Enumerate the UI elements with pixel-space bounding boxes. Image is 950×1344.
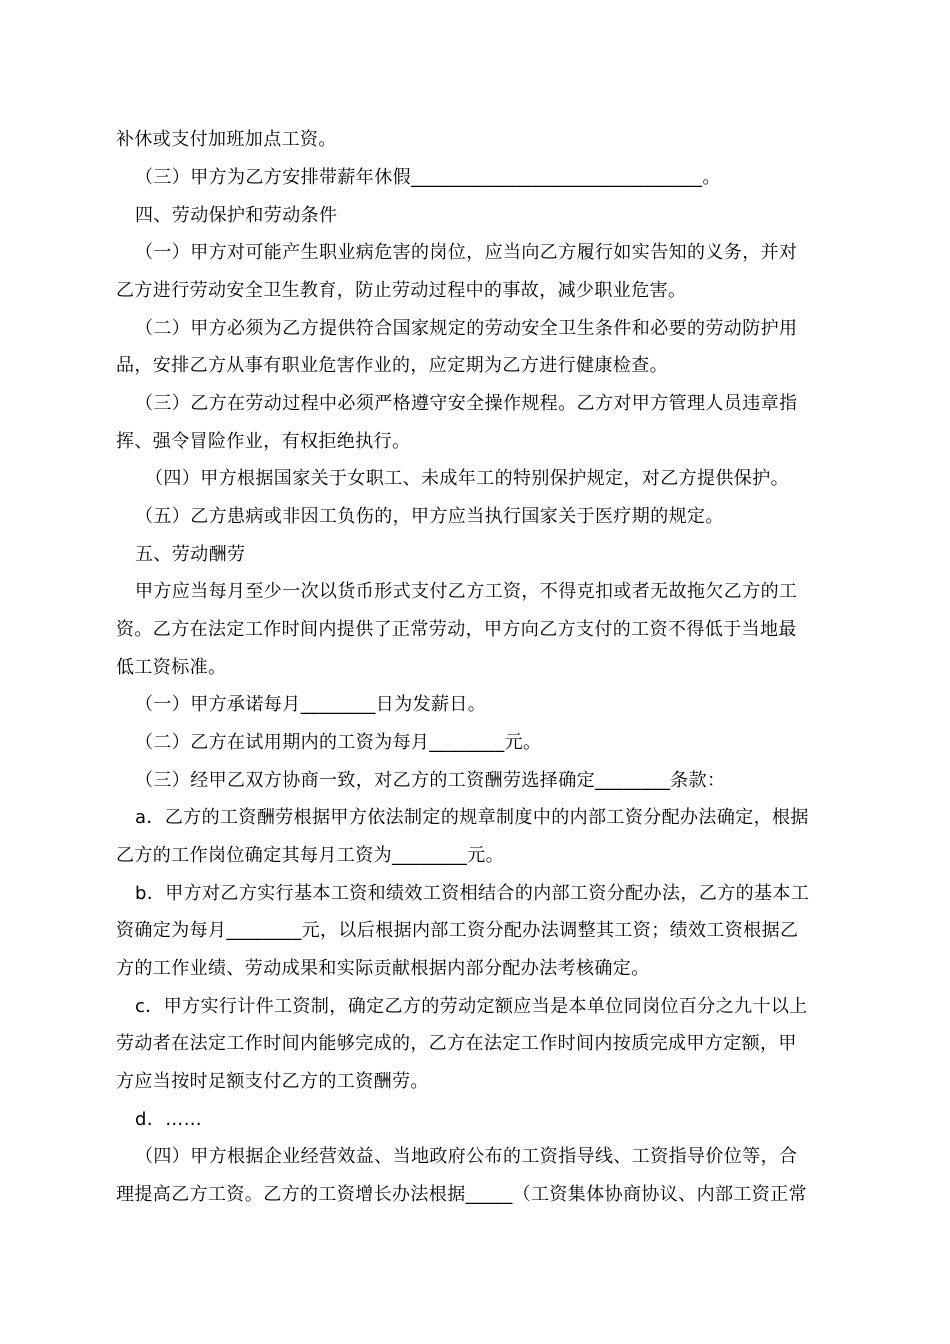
text-line: 方的工作业绩、劳动成果和实际贡献根据内部分配办法考核确定。: [116, 958, 650, 979]
text-line: （五）乙方患病或非因工负伤的，甲方应当执行国家关于医疗期的规定。: [135, 506, 724, 527]
text-line: （二）乙方在试用期内的工资为每月________元。: [135, 732, 542, 753]
text-line: （二）甲方必须为乙方提供符合国家规定的劳动安全卫生条件和必要的劳动防护用: [135, 318, 798, 339]
text-line: （三）乙方在劳动过程中必须严格遵守安全操作规程。乙方对甲方管理人员违章指: [135, 393, 798, 414]
text-line: b．甲方对乙方实行基本工资和绩效工资相结合的内部工资分配办法，乙方的基本工: [135, 883, 810, 904]
text-line: 理提高乙方工资。乙方的工资增长办法根据_____（工资集体协商协议、内部工资正常: [116, 1184, 807, 1205]
text-line: 资确定为每月________元，以后根据内部工资分配办法调整其工资；绩效工资根据乙: [116, 920, 799, 941]
text-line: d．……: [135, 1109, 203, 1130]
text-line: （四）甲方根据国家关于女职工、未成年工的特别保护规定，对乙方提供保护。: [145, 468, 789, 489]
text-line: 甲方应当每月至少一次以货币形式支付乙方工资，不得克扣或者无故拖欠乙方的工: [135, 581, 798, 602]
text-line: （四）甲方根据企业经营效益、当地政府公布的工资指导线、工资指导价位等，合: [135, 1146, 798, 1167]
text-line: （三）经甲乙双方协商一致，对乙方的工资酬劳选择确定________条款：: [135, 770, 726, 791]
text-line: 补休或支付加班加点工资。: [116, 129, 337, 150]
text-line: （一）甲方承诺每月________日为发薪日。: [135, 694, 487, 715]
section-heading: 五、劳动酬劳: [135, 544, 246, 565]
text-line: 乙方进行劳动安全卫生教育，防止劳动过程中的事故，减少职业危害。: [116, 280, 687, 301]
text-line: 资。乙方在法定工作时间内提供了正常劳动，甲方向乙方支付的工资不得低于当地最: [116, 619, 797, 640]
text-line: c．甲方实行计件工资制，确定乙方的劳动定额应当是本单位同岗位百分之九十以上: [135, 996, 808, 1017]
text-line: 劳动者在法定工作时间内能够完成的，乙方在法定工作时间内按质完成甲方定额，甲: [116, 1033, 797, 1054]
section-heading: 四、劳动保护和劳动条件: [135, 205, 338, 226]
text-line: 方应当按时足额支付乙方的工资酬劳。: [116, 1071, 429, 1092]
text-line: 品，安排乙方从事有职业危害作业的，应定期为乙方进行健康检查。: [116, 355, 668, 376]
text-line: （一）甲方对可能产生职业病危害的岗位，应当向乙方履行如实告知的义务，并对: [135, 242, 798, 263]
text-line: 乙方的工作岗位确定其每月工资为________元。: [116, 845, 504, 866]
text-line: a．乙方的工资酬劳根据甲方依法制定的规章制度中的内部工资分配办法确定，根据: [135, 807, 809, 828]
text-line: 低工资标准。: [116, 657, 227, 678]
text-line: 挥、强令冒险作业，有权拒绝执行。: [116, 431, 411, 452]
text-line: （三）甲方为乙方安排带薪年休假_______________________________。: [135, 167, 721, 188]
